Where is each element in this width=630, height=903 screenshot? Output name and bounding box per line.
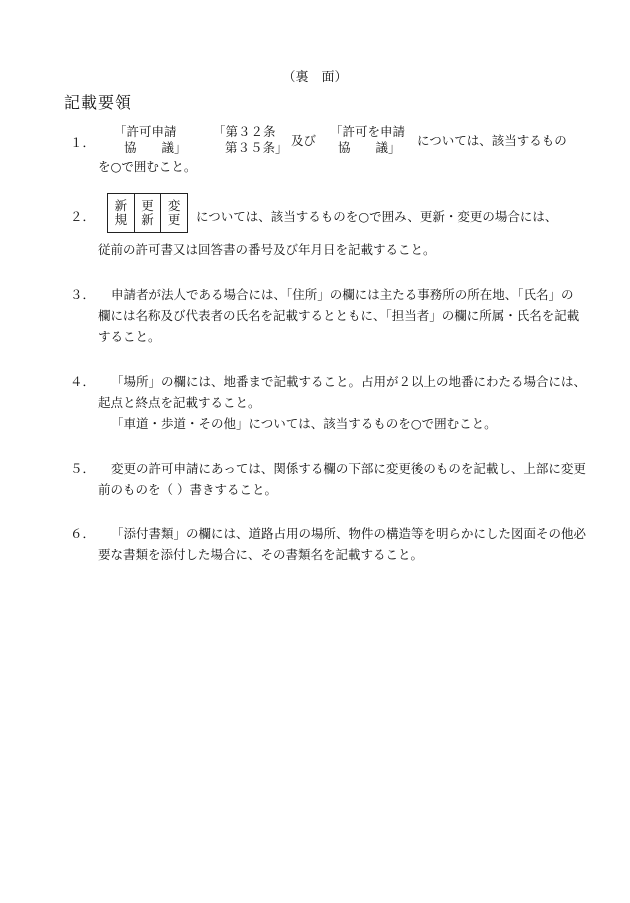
item-text: すること。 bbox=[98, 329, 161, 344]
item-number: ６． bbox=[70, 526, 96, 541]
item-text: 申請者が法人である場合には、「住所」の欄には主たる事務所の所在地、「氏名」の bbox=[111, 287, 574, 302]
item-text: 「添付書類」の欄には、道路占用の場所、物件の構造等を明らかにした図面その他必 bbox=[111, 526, 587, 541]
box-char: 新 bbox=[141, 212, 154, 227]
renewal-type-box bbox=[107, 193, 188, 233]
item-number: １． bbox=[70, 135, 96, 150]
option-line: 協 議」 bbox=[338, 140, 401, 155]
box-char: 更 bbox=[141, 198, 154, 213]
item-number: ５． bbox=[70, 461, 96, 476]
box-cell-renew bbox=[135, 194, 162, 232]
item-number: ４． bbox=[70, 374, 96, 389]
item-text: 「車道・歩道・その他」については、該当するものを○で囲むこと。 bbox=[111, 416, 497, 431]
box-char: 変 bbox=[167, 198, 181, 213]
item-text: 欄には名称及び代表者の氏名を記載するとともに、「担当者」の欄に所属・氏名を記載 bbox=[98, 308, 580, 323]
item-number: ３． bbox=[70, 287, 96, 302]
option-line: 第３５条」 bbox=[225, 140, 288, 155]
item-text: 前のものを（ ）書きすること。 bbox=[98, 482, 277, 497]
option-group-article bbox=[213, 124, 288, 156]
option-group-application-type bbox=[114, 124, 187, 156]
option-line: 「第３２条 bbox=[213, 124, 276, 139]
page-title: 記載要領 bbox=[64, 93, 133, 112]
box-char: 規 bbox=[114, 212, 128, 227]
item-number: ２． bbox=[70, 209, 96, 224]
box-cell-change bbox=[161, 194, 187, 232]
item-text: 起点と終点を記載すること。 bbox=[98, 395, 261, 410]
option-line: 「許可を申請 bbox=[330, 124, 406, 139]
item-text: を○で囲むこと。 bbox=[98, 159, 197, 174]
item-text: 従前の許可書又は回答書の番号及び年月日を記載すること。 bbox=[98, 242, 436, 257]
item-text: 要な書類を添付した場合に、その書類名を記載すること。 bbox=[98, 547, 424, 562]
item-text: については、該当するものを○で囲み、更新・変更の場合には、 bbox=[196, 209, 558, 224]
item-text: 「場所」の欄には、地番まで記載すること。占用が２以上の地番にわたる場合には、 bbox=[111, 374, 587, 389]
box-char: 新 bbox=[114, 198, 128, 213]
box-cell-new bbox=[108, 194, 135, 232]
option-line: 協 議」 bbox=[124, 140, 187, 155]
box-char: 更 bbox=[167, 212, 181, 227]
option-line: 「許可申請 bbox=[114, 124, 177, 139]
conjunction-text: 及び bbox=[291, 133, 317, 148]
item-text: 変更の許可申請にあっては、関係する欄の下部に変更後のものを記載し、上部に変更 bbox=[111, 461, 586, 476]
item-text: については、該当するもの bbox=[417, 133, 567, 148]
option-group-request bbox=[330, 124, 405, 156]
page-subheading: （裏 面） bbox=[282, 70, 348, 85]
